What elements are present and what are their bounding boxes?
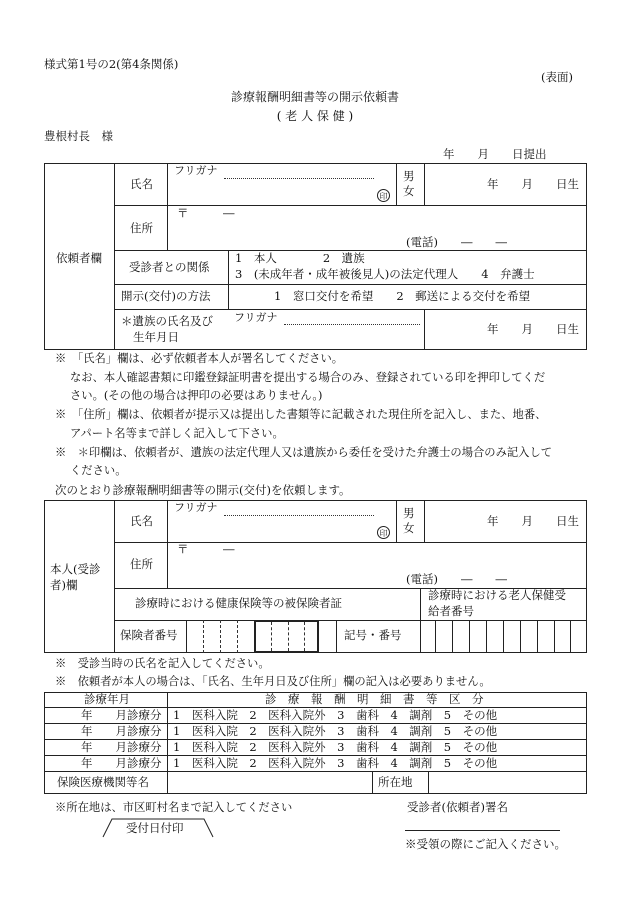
treatment-categories-1[interactable]: 1 医科入院 2 医科入院外 3 歯科 4 調剤 5 その他 [173,708,498,722]
method-options[interactable]: 1 窓口交付を希望 2 郵送による交付を希望 [274,289,531,303]
requester-male-option[interactable]: 男 [403,169,415,183]
note-address-1: ※ 「住所」欄は、依頼者が提示又は提出した書類等に記載された現住所を記入し、また、地番、 [55,408,547,421]
note-address-2: アパート名等まで詳しく記入して下さい。 [70,427,284,440]
deceased-birth-date-field[interactable]: 年 月 日生 [487,322,579,336]
patient-birth-date-field[interactable]: 年 月 日生 [487,514,579,528]
location-note: ※所在地は、市区町村名まで記入してください [55,801,293,814]
treatment-period-1[interactable]: 年 月診療分 [81,708,162,722]
patient-male-option[interactable]: 男 [403,506,415,520]
patient-address-label: 住所 [130,557,153,571]
requester-postal-mark[interactable]: 〒 ― [177,206,235,220]
treatment-month-header: 診療年月 [84,692,130,706]
note-self-request: ※ 依頼者が本人の場合は、「氏名、生年月日及び住所」欄の記入は必要ありません。 [55,675,491,688]
treatment-period-2[interactable]: 年 月診療分 [81,724,162,738]
location-label: 所在地 [378,775,413,789]
request-sentence: 次のとおり診療報酬明細書等の開示(交付)を依頼します。 [55,483,351,497]
treatment-category-header: 診 療 報 酬 明 細 書 等 区 分 [265,692,484,706]
page-subtitle: ( 老 人 保 健 ) [276,109,354,123]
patient-furigana-input[interactable] [224,515,374,516]
treatment-period-3[interactable]: 年 月診療分 [81,740,162,754]
deceased-furigana-label: フリガナ [234,311,278,324]
patient-female-option[interactable]: 女 [403,521,415,535]
insured-cert-label: 診療時における健康保険等の被保険者証 [135,596,342,610]
receipt-stamp-label: 受付日付印 [126,821,184,835]
treatment-categories-3[interactable]: 1 医科入院 2 医科入院外 3 歯科 4 調剤 5 その他 [173,740,498,754]
symbol-number-label: 記号・番号 [344,628,402,642]
requester-furigana-label: フリガナ [174,164,218,177]
deceased-label-1: ＊遺族の氏名及び [121,314,213,328]
note-asterisk-1: ※ ＊印欄は、依頼者が、遺族の法定代理人又は遺族から委任を受けた弁護士の場合のみ記入して [55,446,553,459]
patient-section-label-1: 本人(受診 [50,562,101,576]
addressee: 豊根村長 様 [44,129,113,143]
patient-name-label: 氏名 [130,514,153,528]
requester-furigana-input[interactable] [224,178,374,179]
requester-section-label: 依頼者欄 [56,251,102,265]
elderly-number-label-2: 給者番号 [428,604,474,618]
patient-furigana-label: フリガナ [174,501,218,514]
receipt-note: ※受領の際にご記入ください。 [405,837,566,851]
relation-label: 受診者との関係 [129,260,210,274]
front-label: (表面) [541,70,573,84]
requester-female-option[interactable]: 女 [403,184,415,198]
note-patient-name: ※ 受診当時の氏名を記入してください。 [55,657,270,670]
institution-label: 保険医療機関等名 [57,775,149,789]
requester-name-label: 氏名 [130,177,153,191]
note-asterisk-2: ください。 [70,464,127,477]
patient-postal-mark[interactable]: 〒 ― [177,542,235,556]
patient-seal-mark: 印 [377,526,390,539]
treatment-period-4[interactable]: 年 月診療分 [81,756,162,770]
patient-phone-field[interactable]: (電話) ― ― [406,572,507,586]
deceased-label-2: 生年月日 [133,330,179,344]
insurer-number-label: 保険者番号 [120,628,178,642]
treatment-categories-4[interactable]: 1 医科入院 2 医科入院外 3 歯科 4 調剤 5 その他 [173,756,498,770]
requester-address-label: 住所 [130,221,153,235]
page-title: 診療報酬明細書等の開示依頼書 [230,90,399,104]
note-seal-2: さい。(その他の場合は押印の必要はありません。) [70,389,323,402]
relation-options-line2[interactable]: 3 (未成年者・成年被後見人)の法定代理人 4 弁護士 [235,267,535,281]
form-number: 様式第1号の2(第4条関係) [44,57,179,71]
requester-phone-field[interactable]: (電話) ― ― [406,235,507,249]
signature-label: 受診者(依頼者)署名 [407,800,508,814]
signature-line[interactable] [405,830,560,831]
treatment-categories-2[interactable]: 1 医科入院 2 医科入院外 3 歯科 4 調剤 5 その他 [173,724,498,738]
note-seal-1: なお、本人確認書類に印鑑登録証明書を提出する場合のみ、登録されている印を押印してくだ [70,371,546,384]
requester-seal-mark: 印 [377,189,390,202]
submit-date-field[interactable]: 年 月 日提出 [443,147,547,161]
patient-section-label-2: 者)欄 [50,578,78,592]
note-name: ※ 「氏名」欄は、必ず依頼者本人が署名してください。 [55,352,344,365]
relation-options-line1[interactable]: 1 本人 2 遺族 [235,251,365,265]
elderly-number-label-1: 診療時における老人保健受 [428,588,566,602]
method-label: 開示(交付)の方法 [121,289,211,303]
deceased-furigana-input[interactable] [284,324,420,325]
requester-birth-date-field[interactable]: 年 月 日生 [487,177,579,191]
